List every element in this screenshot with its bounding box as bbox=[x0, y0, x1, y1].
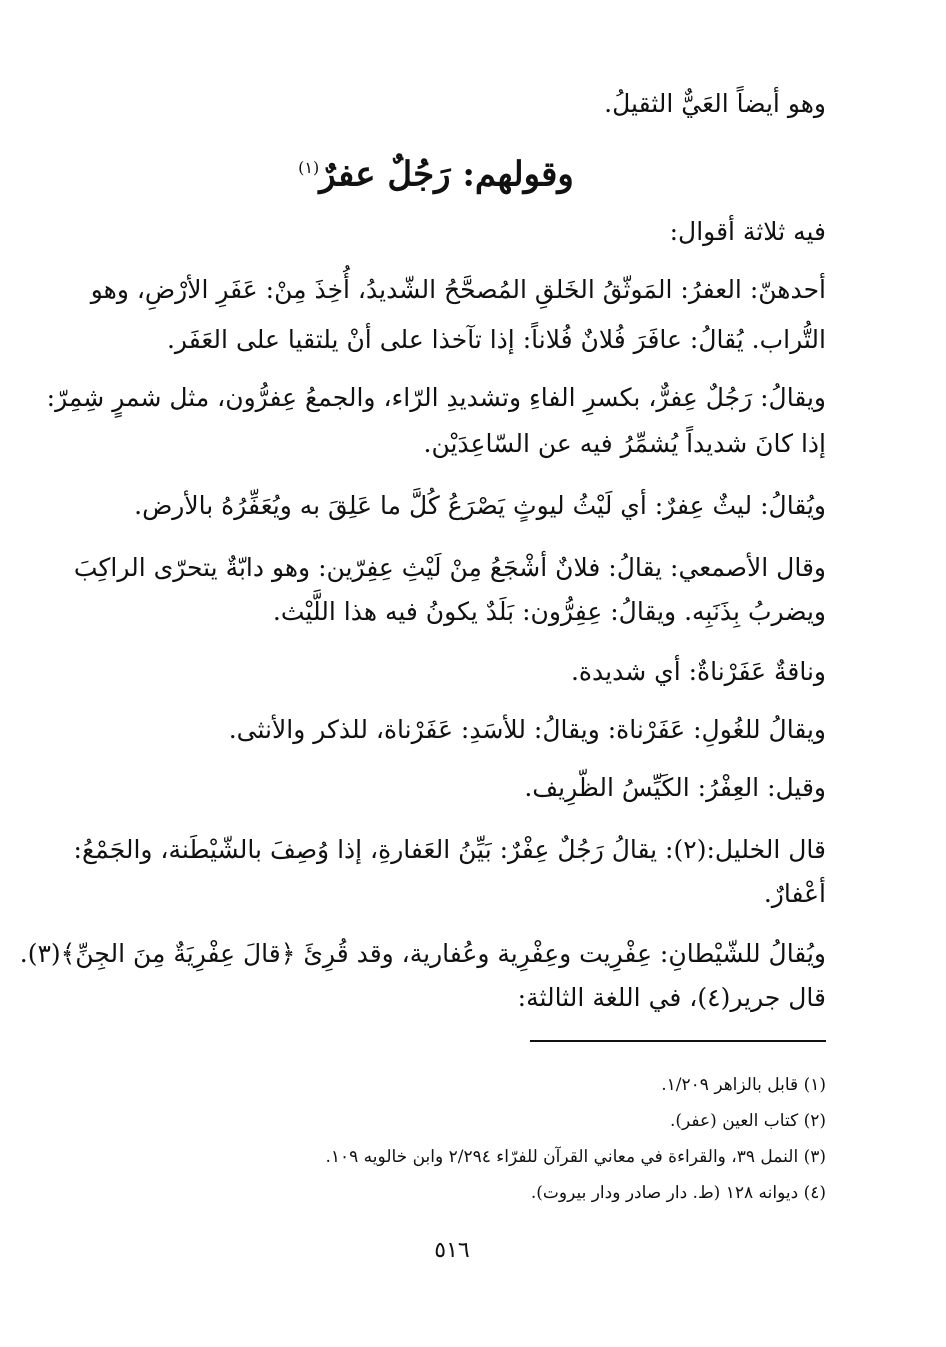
heading-note-marker: (١) bbox=[298, 158, 320, 177]
text-line: ويُقالُ: ليثٌ عِفرٌ: أي لَيْثُ ليوثٍ يَصْرَعُ كُلَّ ما عَلِقَ به ويُعَفِّرُهُ بالأرض. bbox=[134, 491, 826, 520]
text-line: ويضربُ بِذَنَبِه. ويقالُ: عِفِرُّون: بَلَدٌ يكونُ فيه هذا اللَّيْث. bbox=[272, 597, 826, 626]
page-number: ٥١٦ bbox=[434, 1238, 470, 1263]
text-line: ويقالُ للغُولِ: عَفَرْناة: ويقالُ: للأسَدِ: عَفَرْناة، للذكر والأنثى. bbox=[228, 715, 826, 744]
footnote: (٤) ديوانه ١٢٨ (ط. دار صادر ودار بيروت). bbox=[530, 1183, 826, 1203]
document-page bbox=[19, 0, 826, 1347]
text-line: وقال الأصمعي: يقالُ: فلانٌ أشْجَعُ مِنْ لَيْثِ عِفِرّين: وهو دابّةٌ يتحرّى الراكِبَ bbox=[73, 553, 826, 582]
text-line: وهو أيضاً العَيٌّ الثقيلُ. bbox=[604, 89, 826, 118]
text-line: ويقالُ: رَجُلٌ عِفرٌّ، بكسرِ الفاءِ وتشديدِ الرّاء، والجمعُ عِفرُّون، مثل شمرٍ شِمِرّ: bbox=[46, 383, 826, 412]
footnote: (١) قابل بالزاهر ١/٢٠٩. bbox=[661, 1075, 826, 1095]
text-line: إذا كانَ شديداً يُشمِّرُ فيه عن السّاعِدَيْن. bbox=[423, 429, 826, 458]
section-heading bbox=[226, 140, 646, 202]
heading-title: وقولهم: رَجُلٌ عفرٌ bbox=[319, 154, 574, 195]
footnote: (٣) النمل ٣٩، والقراءة في معاني القرآن للفرّاء ٢/٢٩٤ وابن خالويه ١٠٩. bbox=[325, 1147, 826, 1167]
footnote: (٢) كتاب العين (عفر). bbox=[670, 1111, 826, 1131]
text-line: ويُقالُ للشّيْطانِ: عِفْرِيت وعِفْرِية وعُفارية، وقد قُرِئَ ﴿قالَ عِفْرِيَةٌ مِنَ الجِنِّ﴾(٣). bbox=[19, 939, 826, 968]
text-line: قال جرير(٤)، في اللغة الثالثة: bbox=[517, 983, 826, 1012]
text-line: وناقةٌ عَفَرْناةٌ: أي شديدة. bbox=[570, 657, 826, 686]
text-line: أحدهنّ: العفرُ: المَوثّقُ الخَلقِ المُصحَّحُ الشّديدُ، أُخِذَ مِنْ: عَفَرِ الأرْضِ، وهو bbox=[90, 275, 826, 304]
text-line: وقيل: العِفْرُ: الكَيِّسُ الظّرِيف. bbox=[524, 773, 826, 802]
text-line: أعْفارٌ. bbox=[763, 879, 826, 908]
text-line: قال الخليل:(٢): يقالُ رَجُلٌ عِفْرٌ: بَيِّنُ العَفارةِ، إذا وُصِفَ بالشّيْطَنة، والجَمْعُ: bbox=[73, 835, 826, 864]
text-line: التُّراب. يُقالُ: عافَرَ فُلانٌ فُلاناً: إذا تآخذا على أنْ يلتقيا على العَفَر. bbox=[166, 325, 826, 354]
footnote-divider bbox=[530, 1040, 826, 1042]
text-line: فيه ثلاثة أقوال: bbox=[669, 217, 826, 246]
